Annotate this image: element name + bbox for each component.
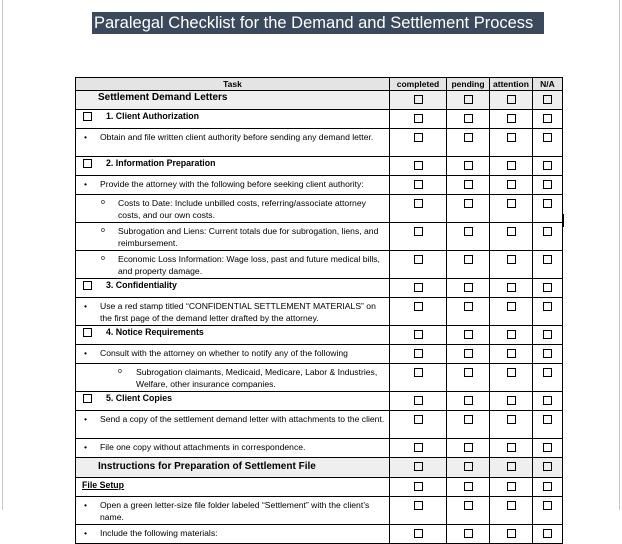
na-checkbox[interactable] xyxy=(543,368,552,377)
pending-checkbox[interactable] xyxy=(464,415,473,424)
sub-bullet-icon: o xyxy=(101,227,105,234)
task-text: Open a green letter-size file folder labeled “Settlement” with the client’s name. xyxy=(100,500,370,522)
table-row xyxy=(76,298,563,326)
attention-checkbox[interactable] xyxy=(507,227,516,236)
completed-checkbox[interactable] xyxy=(414,349,423,358)
attention-checkbox[interactable] xyxy=(507,330,516,339)
completed-checkbox[interactable] xyxy=(414,133,423,142)
pending-checkbox[interactable] xyxy=(464,95,473,104)
checklist-table xyxy=(75,77,563,544)
column-header-attention: attention xyxy=(490,78,533,91)
pending-checkbox[interactable] xyxy=(464,501,473,510)
na-checkbox[interactable] xyxy=(543,114,552,123)
na-checkbox[interactable] xyxy=(543,95,552,104)
completed-checkbox[interactable] xyxy=(414,180,423,189)
completed-checkbox[interactable] xyxy=(414,501,423,510)
task-label: 4. Notice Requirements xyxy=(106,327,204,337)
pending-checkbox[interactable] xyxy=(464,330,473,339)
pending-checkbox[interactable] xyxy=(464,255,473,264)
attention-checkbox[interactable] xyxy=(507,114,516,123)
na-checkbox[interactable] xyxy=(543,349,552,358)
item-checkbox-icon xyxy=(83,281,92,290)
pending-checkbox[interactable] xyxy=(464,529,473,538)
section-heading: Instructions for Preparation of Settlement File xyxy=(76,458,390,478)
pending-checkbox[interactable] xyxy=(464,368,473,377)
pending-checkbox[interactable] xyxy=(464,443,473,452)
attention-checkbox[interactable] xyxy=(507,529,516,538)
na-checkbox[interactable] xyxy=(543,396,552,405)
completed-checkbox[interactable] xyxy=(414,529,423,538)
table-row xyxy=(76,157,563,176)
table-row xyxy=(76,195,563,223)
attention-checkbox[interactable] xyxy=(507,283,516,292)
page-left-edge xyxy=(2,0,3,510)
column-header-pending: pending xyxy=(447,78,490,91)
table-row xyxy=(76,176,563,195)
na-checkbox[interactable] xyxy=(543,501,552,510)
completed-checkbox[interactable] xyxy=(414,443,423,452)
task-text: Subrogation and Liens: Current totals due for subrogation, liens, and reimbursement. xyxy=(118,226,379,248)
table-row xyxy=(76,223,563,251)
item-checkbox-icon xyxy=(83,328,92,337)
table-row xyxy=(76,478,563,497)
pending-checkbox[interactable] xyxy=(464,227,473,236)
task-text: Provide the attorney with the following before seeking client authority: xyxy=(100,179,364,189)
attention-checkbox[interactable] xyxy=(507,349,516,358)
pending-checkbox[interactable] xyxy=(464,482,473,491)
completed-checkbox[interactable] xyxy=(414,462,423,471)
column-header-task: Task xyxy=(76,78,390,91)
na-checkbox[interactable] xyxy=(543,443,552,452)
bullet-icon: • xyxy=(84,348,88,358)
page-right-edge xyxy=(619,0,620,510)
completed-checkbox[interactable] xyxy=(414,283,423,292)
column-header-completed: completed xyxy=(390,78,447,91)
attention-checkbox[interactable] xyxy=(507,368,516,377)
task-label: 1. Client Authorization xyxy=(106,111,200,121)
completed-checkbox[interactable] xyxy=(414,482,423,491)
na-checkbox[interactable] xyxy=(543,330,552,339)
bullet-icon: • xyxy=(84,132,88,142)
table-row xyxy=(76,129,563,157)
pending-checkbox[interactable] xyxy=(464,302,473,311)
task-label: 3. Confidentiality xyxy=(106,280,177,290)
table-row xyxy=(76,326,563,345)
section-heading: Settlement Demand Letters xyxy=(76,91,390,110)
pending-checkbox[interactable] xyxy=(464,349,473,358)
task-text: Use a red stamp titled “CONFIDENTIAL SETTLEMENT MATERIALS” on the first page of the demand letter drafted by the attorney. xyxy=(100,301,376,323)
attention-checkbox[interactable] xyxy=(507,415,516,424)
column-header-na: N/A xyxy=(533,78,563,91)
table-row xyxy=(76,364,563,392)
sub-bullet-icon: o xyxy=(101,199,105,206)
table-row xyxy=(76,411,563,439)
table-row xyxy=(76,458,563,478)
bullet-icon: • xyxy=(84,528,88,538)
na-checkbox[interactable] xyxy=(543,482,552,491)
task-text: Send a copy of the settlement demand letter with attachments to the client. xyxy=(100,414,385,424)
table-header-row xyxy=(76,78,563,91)
attention-checkbox[interactable] xyxy=(507,161,516,170)
table-row xyxy=(76,110,563,129)
pending-checkbox[interactable] xyxy=(464,161,473,170)
na-checkbox[interactable] xyxy=(543,227,552,236)
attention-checkbox[interactable] xyxy=(507,199,516,208)
task-text: Costs to Date: Include unbilled costs, referring/associate attorney costs, and our own costs. xyxy=(118,198,366,220)
subsection-heading: File Setup xyxy=(76,478,390,497)
sub-bullet-icon: o xyxy=(118,368,122,375)
pending-checkbox[interactable] xyxy=(464,283,473,292)
na-checkbox[interactable] xyxy=(543,180,552,189)
task-text: File one copy without attachments in correspondence. xyxy=(100,442,306,452)
table-row xyxy=(76,251,563,279)
completed-checkbox[interactable] xyxy=(414,161,423,170)
task-text: Include the following materials: xyxy=(100,528,218,538)
na-checkbox[interactable] xyxy=(543,529,552,538)
pending-checkbox[interactable] xyxy=(464,396,473,405)
completed-checkbox[interactable] xyxy=(414,199,423,208)
table-row xyxy=(76,345,563,364)
attention-checkbox[interactable] xyxy=(507,95,516,104)
table-row xyxy=(76,525,563,544)
bullet-icon: • xyxy=(84,500,88,510)
bullet-icon: • xyxy=(84,414,88,424)
na-checkbox[interactable] xyxy=(543,133,552,142)
task-text: Subrogation claimants, Medicaid, Medicare, Labor & Industries, Welfare, other insurance companies. xyxy=(136,367,378,389)
attention-checkbox[interactable] xyxy=(507,443,516,452)
document-title: Paralegal Checklist for the Demand and Settlement Process xyxy=(92,12,544,34)
item-checkbox-icon xyxy=(83,159,92,168)
attention-checkbox[interactable] xyxy=(507,396,516,405)
task-label: 5. Client Copies xyxy=(106,393,172,403)
completed-checkbox[interactable] xyxy=(414,255,423,264)
completed-checkbox[interactable] xyxy=(414,330,423,339)
pending-checkbox[interactable] xyxy=(464,180,473,189)
attention-checkbox[interactable] xyxy=(507,133,516,142)
task-label: 2. Information Preparation xyxy=(106,158,216,168)
attention-checkbox[interactable] xyxy=(507,180,516,189)
pending-checkbox[interactable] xyxy=(464,462,473,471)
na-checkbox[interactable] xyxy=(543,161,552,170)
pending-checkbox[interactable] xyxy=(464,199,473,208)
attention-checkbox[interactable] xyxy=(507,462,516,471)
attention-checkbox[interactable] xyxy=(507,482,516,491)
task-text: Obtain and file written client authority before sending any demand letter. xyxy=(100,132,374,142)
table-row xyxy=(76,279,563,298)
completed-checkbox[interactable] xyxy=(414,368,423,377)
pending-checkbox[interactable] xyxy=(464,133,473,142)
sub-bullet-icon: o xyxy=(101,255,105,262)
na-checkbox[interactable] xyxy=(543,302,552,311)
completed-checkbox[interactable] xyxy=(414,227,423,236)
attention-checkbox[interactable] xyxy=(507,501,516,510)
bullet-icon: • xyxy=(84,301,88,311)
pending-checkbox[interactable] xyxy=(464,114,473,123)
table-row xyxy=(76,91,563,110)
na-checkbox[interactable] xyxy=(543,199,552,208)
bullet-icon: • xyxy=(84,442,88,452)
table-row xyxy=(76,439,563,458)
table-row xyxy=(76,392,563,411)
na-checkbox[interactable] xyxy=(543,255,552,264)
table-row xyxy=(76,497,563,525)
task-text: Economic Loss Information: Wage loss, past and future medical bills, and property damage. xyxy=(118,254,380,276)
na-checkbox[interactable] xyxy=(543,415,552,424)
completed-checkbox[interactable] xyxy=(414,95,423,104)
completed-checkbox[interactable] xyxy=(414,114,423,123)
completed-checkbox[interactable] xyxy=(414,415,423,424)
item-checkbox-icon xyxy=(83,394,92,403)
item-checkbox-icon xyxy=(83,112,92,121)
completed-checkbox[interactable] xyxy=(414,302,423,311)
na-checkbox[interactable] xyxy=(543,283,552,292)
completed-checkbox[interactable] xyxy=(414,396,423,405)
na-checkbox[interactable] xyxy=(543,462,552,471)
task-text: Consult with the attorney on whether to notify any of the following xyxy=(100,348,348,358)
attention-checkbox[interactable] xyxy=(507,302,516,311)
bullet-icon: • xyxy=(84,179,88,189)
attention-checkbox[interactable] xyxy=(507,255,516,264)
